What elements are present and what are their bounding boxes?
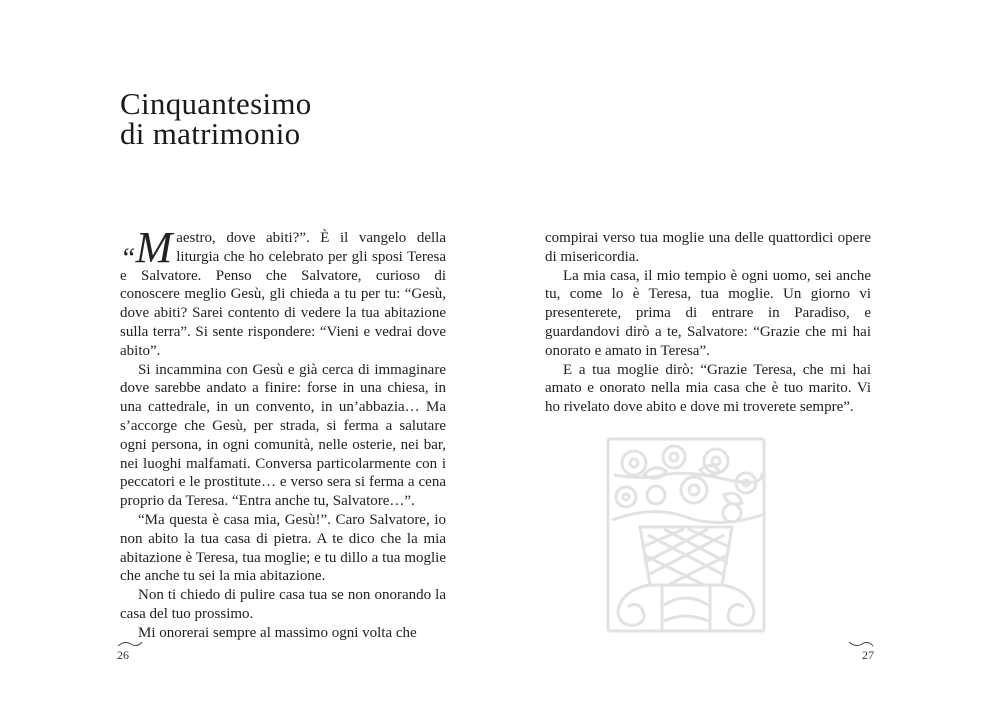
chapter-title (120, 86, 312, 151)
left-paragraph-4: Non ti chiedo di pulire casa tua se non onorando la casa del tuo prossimo. (120, 587, 446, 622)
left-page-folio (117, 640, 143, 663)
right-paragraph-1: compirai verso tua moglie una delle quattordici opere di misericordia. (545, 230, 871, 265)
right-page-folio (848, 640, 874, 663)
drop-cap-letter: M (135, 223, 173, 272)
chapter-title-line-2: di matrimonio (120, 116, 301, 151)
left-paragraph-3: “Ma questa è casa mia, Gesù!”. Caro Salvatore, io non abito la tua casa di pietra. A te dico che la mia abitazione è Teresa, tua moglie; e tu dillo a tua moglie che anche tu sei la mia abitazione. (120, 511, 446, 585)
swash-ornament-icon (848, 640, 874, 648)
left-paragraph-1 (120, 223, 446, 361)
swash-ornament-icon (117, 640, 143, 648)
left-paragraph-2: Si incammina con Gesù e già cerca di immaginare dove sarebbe andato a finire: forse in una chiesa, in una cattedrale, in un convento, in un’abbazia… Ma s’accorge che Gesù, per strada, si ferma a salutare ogni persona, in ogni comunità, nelle osterie, nei bar, nei luoghi malfamati. Conversa particolarmente con i peccatori e le prostitute… e verso sera si ferma a cena proprio da Teresa. “Entra anche tu, Salvatore…”. (120, 361, 446, 510)
drop-cap (120, 223, 173, 274)
right-page-text-column (545, 229, 871, 417)
right-paragraph-3: E a tua moglie dirò: “Grazie Teresa, che mi hai amato e onorato nella mia casa che è tuo marito. Vi ho rivelato dove abito e dove mi troverete sempre”. (545, 361, 871, 416)
page-number-right: 27 (862, 648, 874, 662)
drop-cap-open-quote: “ (120, 243, 136, 274)
left-page-text-column (120, 223, 446, 643)
chapter-title-line-1: Cinquantesimo (120, 86, 312, 121)
left-paragraph-5: Mi onorerai sempre al massimo ogni volta che (138, 624, 417, 641)
floral-knotwork-ornament-icon (604, 435, 768, 635)
right-paragraph-2: La mia casa, il mio tempio è ogni uomo, sei anche tu, come lo è Teresa, tua moglie. Un giorno vi presenterete, prima di entrare in Paradiso, e guardandovi dirò a te, Salvatore: “Grazie che mi hai onorato e amato in Teresa”. (545, 267, 871, 359)
page-number-left: 26 (117, 648, 129, 662)
left-paragraph-1-text: aestro, dove abiti?”. È il vangelo della liturgia che ho celebrato per gli sposi Teresa e Salvatore. Penso che Salvatore, curioso di conoscere meglio Gesù, gli chieda a tu per tu: “Gesù, dove abiti? Sarei contento di vedere la tua abitazione sulla terra”. Si sente rispondere: “Vieni e vedrai dove abito”. (120, 230, 446, 359)
